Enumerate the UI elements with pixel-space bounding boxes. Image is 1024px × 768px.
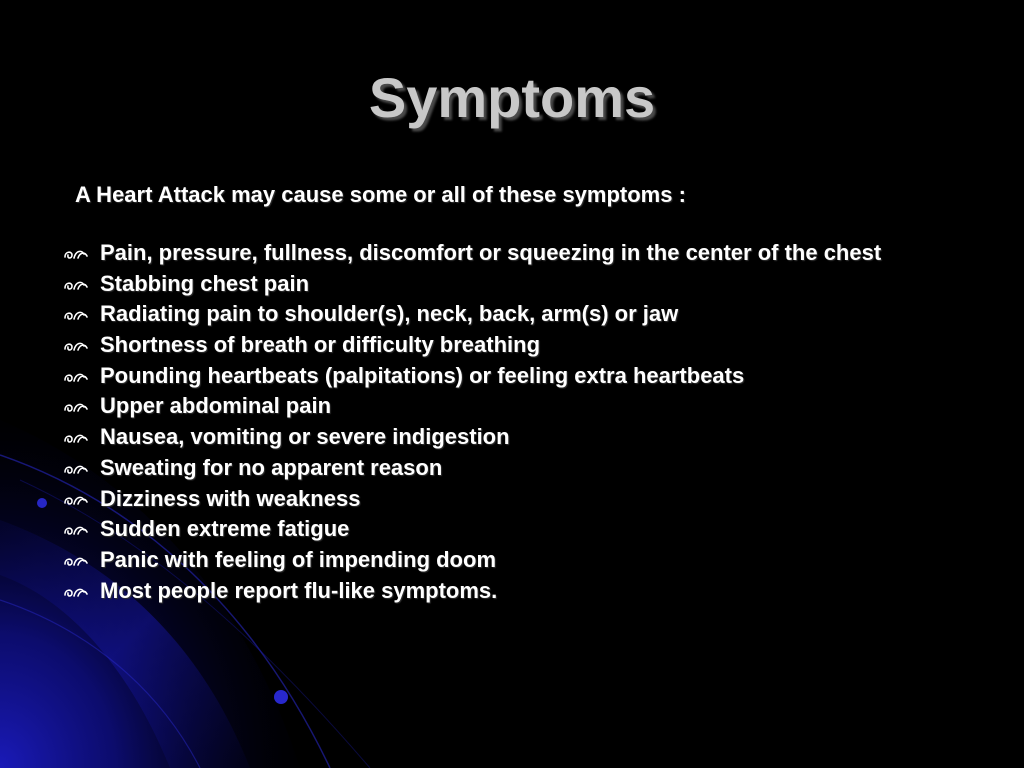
curly-bullet-icon: [62, 490, 90, 510]
list-item: [62, 334, 962, 356]
swoosh-dot-1: [37, 498, 47, 508]
curly-bullet-icon: [62, 244, 90, 264]
list-item-text: Pain, pressure, fullness, discomfort or squeezing in the center of the chest: [100, 240, 882, 265]
list-item-text: Dizziness with weakness: [100, 485, 361, 511]
list-item: [62, 426, 962, 448]
curly-bullet-icon: [62, 397, 90, 417]
list-item: [62, 303, 962, 325]
list-item-text: Stabbing chest pain: [100, 270, 310, 296]
curly-bullet-icon: [62, 275, 90, 295]
curly-bullet-icon: [62, 367, 90, 387]
curly-bullet-icon: [62, 520, 90, 540]
curly-bullet-icon: [62, 459, 90, 479]
curly-bullet-icon: [62, 551, 90, 571]
list-item-text: Shortness of breath or difficulty breathing: [100, 332, 541, 358]
list-item-text: Pounding heartbeats (palpitations) or feeling extra heartbeats: [100, 362, 745, 388]
list-item-text: Nausea, vomiting or severe indigestion: [100, 424, 510, 450]
list-item: [62, 546, 962, 572]
list-item: [62, 485, 962, 511]
list-item-text: Panic with feeling of impending doom: [100, 546, 496, 572]
slide-title: Symptoms: [368, 66, 656, 129]
list-item-text: Radiating pain to shoulder(s), neck, back, arm(s) or jaw: [100, 301, 679, 327]
list-item: [62, 518, 962, 540]
list-item: [62, 395, 962, 417]
curly-bullet-icon: [62, 336, 90, 356]
list-item: [62, 454, 962, 480]
list-item: [62, 270, 962, 296]
symptom-list: [62, 242, 962, 610]
list-item-text: Most people report flu-like symptoms.: [100, 577, 498, 603]
list-item: [62, 577, 962, 603]
curly-bullet-icon: [62, 428, 90, 448]
list-item: [62, 242, 962, 264]
intro-text: A Heart Attack may cause some or all of these symptoms :: [75, 182, 686, 207]
list-item-text: Upper abdominal pain: [100, 393, 332, 419]
curly-bullet-icon: [62, 305, 90, 325]
list-item: [62, 362, 962, 388]
curly-bullet-icon: [62, 582, 90, 602]
swoosh-dot-2: [274, 690, 288, 704]
list-item-text: Sudden extreme fatigue: [100, 516, 350, 542]
list-item-text: Sweating for no apparent reason: [100, 454, 443, 480]
